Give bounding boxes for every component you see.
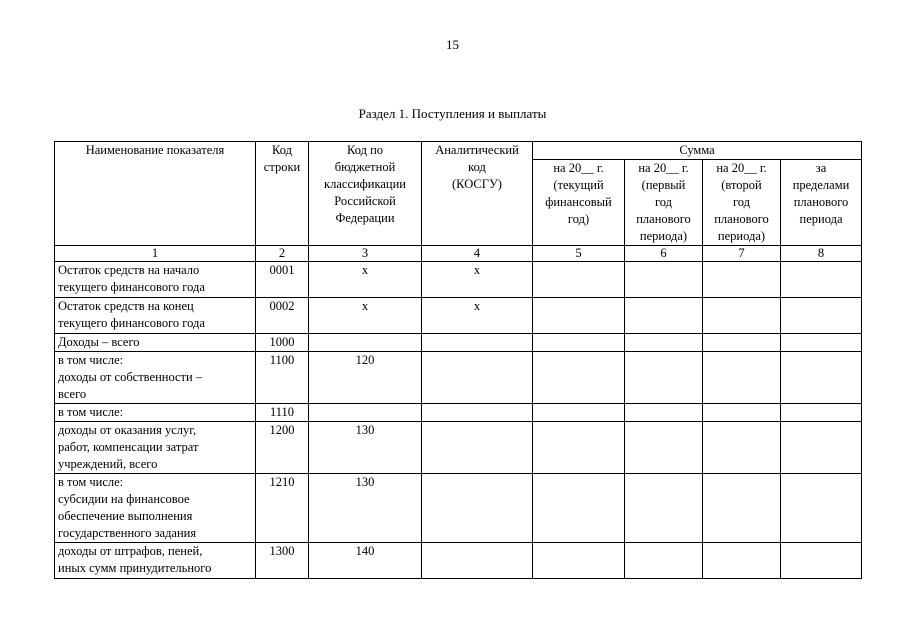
row-budget-code: х <box>309 298 422 334</box>
row-analytic-code <box>422 352 533 404</box>
table-row <box>55 474 862 543</box>
row-name: в том числе: доходы от собственности – всего <box>55 352 256 404</box>
row-sum-cell <box>703 404 781 422</box>
row-analytic-code <box>422 422 533 474</box>
row-sum-cell <box>781 352 862 404</box>
row-budget-code <box>309 334 422 352</box>
row-sum-cell <box>625 404 703 422</box>
row-sum-cell <box>533 474 625 543</box>
column-number: 7 <box>703 246 781 262</box>
column-number: 4 <box>422 246 533 262</box>
row-sum-cell <box>703 262 781 298</box>
row-sum-cell <box>533 352 625 404</box>
row-analytic-code: х <box>422 262 533 298</box>
column-number: 3 <box>309 246 422 262</box>
row-code: 1210 <box>256 474 309 543</box>
row-sum-cell <box>781 543 862 579</box>
column-number: 1 <box>55 246 256 262</box>
row-code: 1100 <box>256 352 309 404</box>
row-code: 1300 <box>256 543 309 579</box>
row-budget-code: х <box>309 262 422 298</box>
table-row <box>55 404 862 422</box>
column-number: 2 <box>256 246 309 262</box>
row-budget-code: 120 <box>309 352 422 404</box>
row-budget-code <box>309 404 422 422</box>
row-sum-cell <box>703 352 781 404</box>
row-code: 1200 <box>256 422 309 474</box>
row-name: Доходы – всего <box>55 334 256 352</box>
row-analytic-code <box>422 543 533 579</box>
column-numbers-row <box>55 246 862 262</box>
table-row <box>55 262 862 298</box>
row-sum-cell <box>703 474 781 543</box>
row-sum-cell <box>625 262 703 298</box>
header-sum: Сумма <box>533 142 862 160</box>
header-sum-second-plan-year: на 20__ г. (второй год планового периода) <box>703 160 781 246</box>
header-sum-current-year: на 20__ г. (текущий финансовый год) <box>533 160 625 246</box>
row-code: 0002 <box>256 298 309 334</box>
row-sum-cell <box>781 404 862 422</box>
table-row <box>55 352 862 404</box>
column-number: 5 <box>533 246 625 262</box>
row-code: 1000 <box>256 334 309 352</box>
row-sum-cell <box>703 422 781 474</box>
header-analytic-code: Аналитический код (КОСГУ) <box>422 142 533 246</box>
header-name: Наименование показателя <box>55 142 256 246</box>
row-sum-cell <box>781 422 862 474</box>
row-analytic-code <box>422 474 533 543</box>
row-budget-code: 140 <box>309 543 422 579</box>
row-sum-cell <box>533 334 625 352</box>
table-row <box>55 334 862 352</box>
table-row <box>55 298 862 334</box>
row-sum-cell <box>625 543 703 579</box>
header-sum-first-plan-year: на 20__ г. (первый год планового периода) <box>625 160 703 246</box>
row-budget-code: 130 <box>309 474 422 543</box>
column-number: 6 <box>625 246 703 262</box>
header-budget-code: Код по бюджетной классификации Российской Федерации <box>309 142 422 246</box>
row-name: доходы от штрафов, пеней, иных сумм принудительного <box>55 543 256 579</box>
row-name: в том числе: <box>55 404 256 422</box>
section-title: Раздел 1. Поступления и выплаты <box>358 106 547 121</box>
row-sum-cell <box>533 422 625 474</box>
row-sum-cell <box>703 543 781 579</box>
row-sum-cell <box>533 298 625 334</box>
row-analytic-code: х <box>422 298 533 334</box>
row-name: доходы от оказания услуг, работ, компенсации затрат учреждений, всего <box>55 422 256 474</box>
row-sum-cell <box>781 298 862 334</box>
header-sum-beyond-plan: за пределами планового периода <box>781 160 862 246</box>
row-sum-cell <box>625 352 703 404</box>
row-code: 1110 <box>256 404 309 422</box>
row-name: в том числе: субсидии на финансовое обеспечение выполнения государственного задания <box>55 474 256 543</box>
column-number: 8 <box>781 246 862 262</box>
row-sum-cell <box>781 262 862 298</box>
row-sum-cell <box>781 334 862 352</box>
receipts-payments-table <box>54 141 862 579</box>
row-budget-code: 130 <box>309 422 422 474</box>
page-number: 15 <box>446 37 459 52</box>
row-sum-cell <box>703 334 781 352</box>
row-sum-cell <box>625 422 703 474</box>
row-sum-cell <box>533 262 625 298</box>
row-sum-cell <box>533 543 625 579</box>
row-sum-cell <box>625 298 703 334</box>
row-sum-cell <box>625 334 703 352</box>
row-analytic-code <box>422 334 533 352</box>
row-sum-cell <box>533 404 625 422</box>
row-sum-cell <box>625 474 703 543</box>
row-name: Остаток средств на начало текущего финансового года <box>55 262 256 298</box>
row-code: 0001 <box>256 262 309 298</box>
row-name: Остаток средств на конец текущего финансового года <box>55 298 256 334</box>
row-analytic-code <box>422 404 533 422</box>
row-sum-cell <box>703 298 781 334</box>
row-sum-cell <box>781 474 862 543</box>
header-row-1 <box>55 142 862 160</box>
table-row <box>55 422 862 474</box>
header-row-code: Код строки <box>256 142 309 246</box>
table-row <box>55 543 862 579</box>
